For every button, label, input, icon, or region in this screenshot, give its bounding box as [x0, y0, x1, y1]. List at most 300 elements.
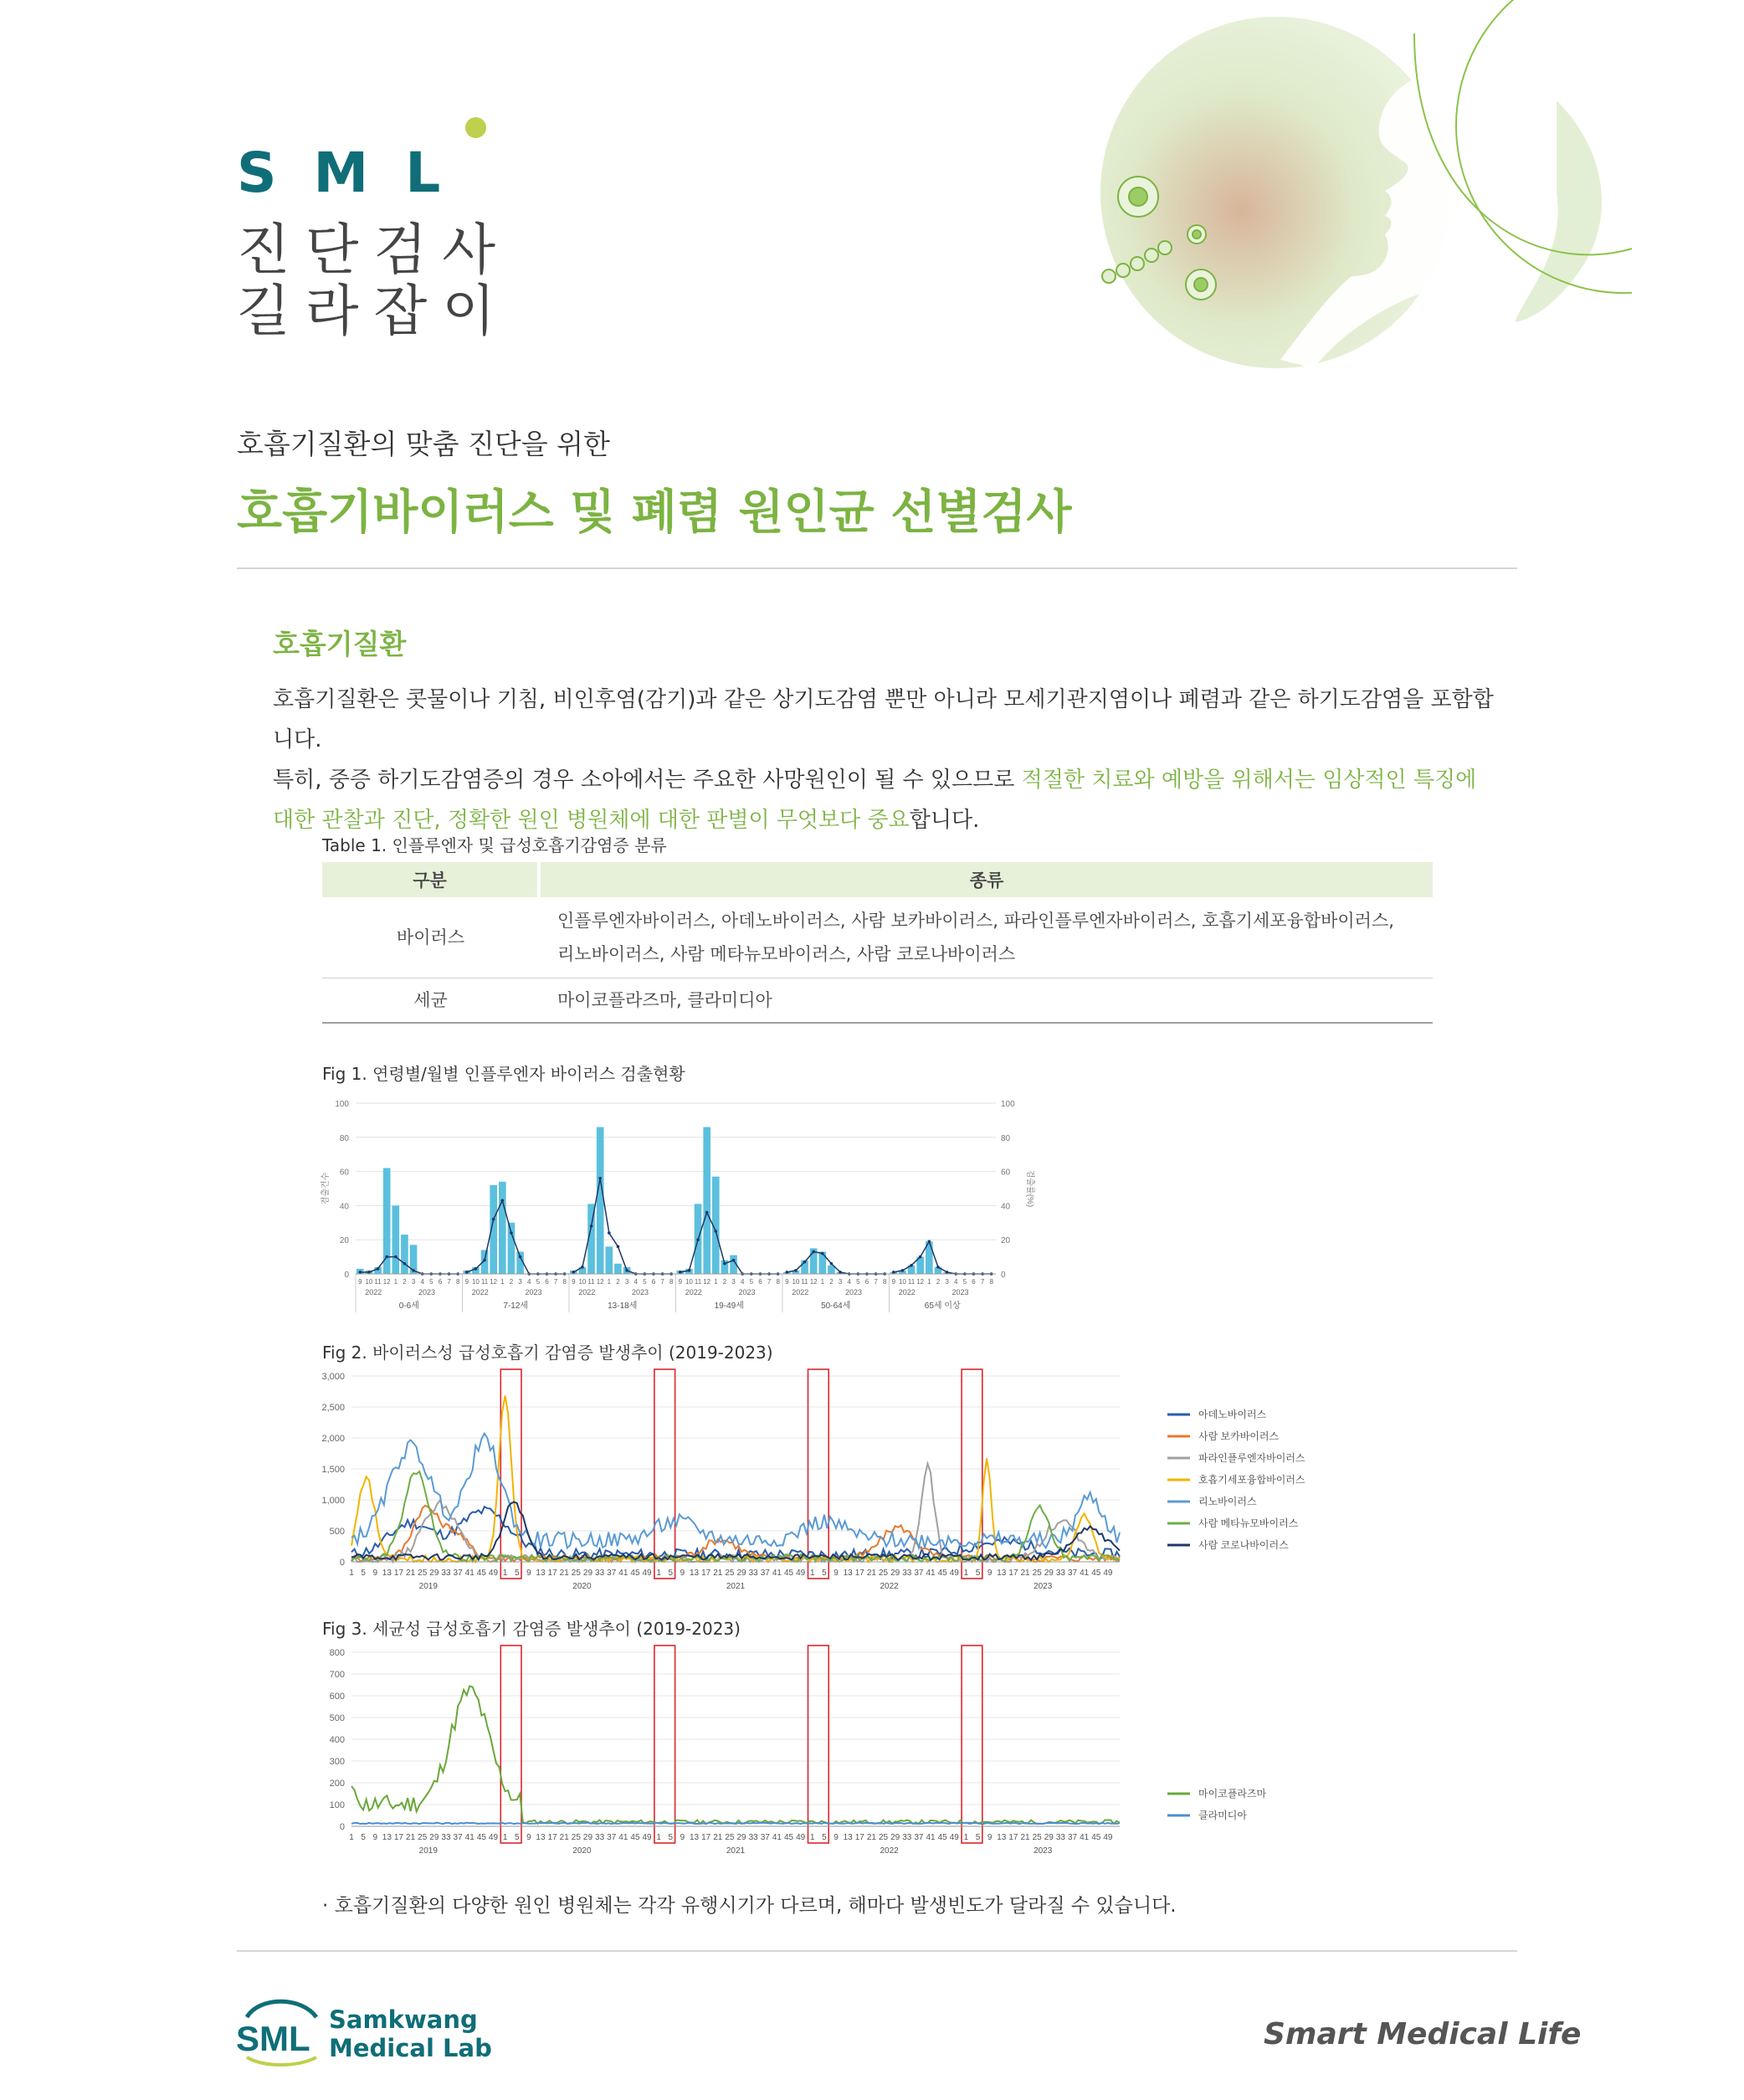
week-tick: 17	[854, 1833, 864, 1842]
month-tick: 4	[420, 1278, 424, 1286]
week-tick: 13	[690, 1833, 700, 1842]
highlight-box	[654, 1369, 675, 1579]
table-cell-types	[539, 897, 1433, 978]
week-tick: 33	[1055, 1833, 1065, 1842]
highlight-box	[500, 1646, 521, 1843]
week-tick: 17	[547, 1833, 557, 1842]
week-tick: 37	[607, 1569, 617, 1578]
rate-point	[732, 1259, 736, 1262]
brand-dot	[465, 117, 486, 138]
rate-point	[492, 1218, 495, 1221]
month-tick: 2	[936, 1278, 941, 1286]
table-header-types: 종류	[539, 862, 1433, 897]
month-tick: 6	[972, 1278, 976, 1286]
month-tick: 9	[785, 1278, 789, 1286]
week-tick: 13	[690, 1569, 700, 1578]
y-tick-label: 1,500	[321, 1465, 345, 1475]
legend-label: 사람 보카바이러스	[1198, 1430, 1280, 1442]
month-tick: 11	[587, 1278, 595, 1286]
legend-label: 아데노바이러스	[1198, 1409, 1267, 1420]
week-tick: 45	[476, 1833, 486, 1842]
month-tick: 5	[962, 1278, 967, 1286]
rate-point	[474, 1267, 478, 1271]
rate-point	[367, 1271, 371, 1274]
week-tick: 9	[987, 1833, 993, 1842]
year-label: 2023	[1034, 1582, 1053, 1591]
legend-label: 클라미디아	[1198, 1810, 1247, 1821]
week-tick: 25	[1032, 1833, 1042, 1842]
month-tick: 11	[801, 1278, 808, 1286]
month-tick: 10	[792, 1278, 800, 1286]
month-tick: 2	[829, 1278, 834, 1286]
year-label: 2020	[572, 1846, 592, 1856]
rate-point	[483, 1259, 486, 1262]
week-tick: 33	[441, 1569, 451, 1578]
brand-line-1: 진단검사	[237, 218, 511, 282]
week-tick: 29	[1044, 1569, 1054, 1578]
divider	[237, 1950, 1517, 1952]
table-cell-category: 세균	[322, 978, 539, 1024]
age-group-label: 0-6세	[398, 1302, 419, 1311]
week-tick: 21	[406, 1569, 416, 1578]
week-tick: 33	[1055, 1569, 1065, 1578]
y-tick-label: 700	[329, 1670, 345, 1680]
month-tick: 12	[809, 1278, 818, 1286]
age-group-label: 50-64세	[821, 1302, 851, 1311]
types-line-2: 리노바이러스, 사람 메타뉴모바이러스, 사람 코로나바이러스	[557, 944, 1016, 964]
month-tick: 12	[382, 1278, 391, 1286]
year-label: 2019	[418, 1582, 438, 1591]
bar	[392, 1205, 400, 1274]
rate-point	[936, 1266, 940, 1269]
week-tick: 1	[349, 1833, 354, 1842]
y-tick-label: 60	[339, 1168, 349, 1178]
week-tick: 1	[963, 1833, 969, 1842]
divider	[237, 567, 1517, 569]
tagline: Smart Medical Life	[1264, 2017, 1582, 2051]
month-tick: 6	[758, 1278, 762, 1286]
year-label: 2023	[952, 1288, 969, 1296]
week-tick: 1	[963, 1569, 969, 1578]
month-tick: 8	[989, 1278, 993, 1286]
week-tick: 5	[668, 1833, 674, 1842]
week-tick: 13	[997, 1833, 1007, 1842]
y2-tick-label: 0	[1001, 1271, 1006, 1280]
week-tick: 13	[843, 1569, 853, 1578]
legend-label: 파라인플루엔자바이러스	[1198, 1452, 1305, 1464]
legend-label: 마이코플라즈마	[1198, 1788, 1267, 1800]
week-tick: 29	[1044, 1833, 1054, 1842]
week-tick: 21	[713, 1569, 723, 1578]
week-tick: 21	[559, 1569, 569, 1578]
rate-point	[679, 1271, 682, 1274]
rate-point	[394, 1255, 398, 1259]
rate-point	[830, 1262, 834, 1266]
bar	[499, 1182, 506, 1274]
rate-point	[705, 1211, 709, 1214]
week-tick: 41	[1080, 1569, 1090, 1578]
week-tick: 45	[1091, 1569, 1101, 1578]
week-tick: 45	[937, 1569, 947, 1578]
week-tick: 37	[760, 1833, 770, 1842]
month-tick: 6	[438, 1278, 443, 1286]
classification-table	[322, 862, 1433, 1024]
week-tick: 25	[1032, 1569, 1042, 1578]
company-line-1: Samkwang	[329, 2005, 478, 2034]
rate-point	[715, 1230, 718, 1233]
week-tick: 13	[382, 1833, 392, 1842]
bar	[819, 1251, 827, 1274]
week-tick: 29	[582, 1833, 593, 1842]
week-tick: 37	[914, 1569, 924, 1578]
rate-point	[786, 1271, 789, 1274]
month-tick: 3	[411, 1278, 416, 1286]
rate-point	[803, 1261, 807, 1264]
week-tick: 21	[713, 1833, 723, 1842]
y2-tick-label: 60	[1001, 1168, 1011, 1178]
week-tick: 5	[975, 1833, 981, 1842]
month-tick: 7	[553, 1278, 558, 1286]
series-line	[351, 1687, 1120, 1825]
month-tick: 9	[464, 1278, 469, 1286]
y-tick-label: 0	[344, 1271, 349, 1280]
respiratory-illustration	[1063, 0, 1632, 377]
week-tick: 5	[668, 1569, 674, 1578]
week-tick: 41	[1080, 1833, 1090, 1842]
week-tick: 29	[429, 1833, 439, 1842]
month-tick: 5	[536, 1278, 541, 1286]
y-tick-label: 500	[329, 1713, 345, 1723]
week-tick: 33	[748, 1833, 758, 1842]
y-tick-label: 500	[329, 1527, 345, 1537]
rate-point	[590, 1225, 593, 1228]
month-tick: 7	[660, 1278, 664, 1286]
month-tick: 11	[480, 1278, 489, 1286]
highlight-box	[808, 1369, 829, 1579]
month-tick: 8	[562, 1278, 567, 1286]
month-tick: 4	[953, 1278, 958, 1286]
page-title: 호흡기바이러스 및 폐렴 원인균 선별검사	[237, 485, 1072, 540]
month-tick: 3	[518, 1278, 522, 1286]
month-tick: 8	[776, 1278, 780, 1286]
month-tick: 11	[374, 1278, 382, 1286]
week-tick: 37	[607, 1833, 617, 1842]
week-tick: 5	[975, 1569, 981, 1578]
legend-label: 사람 코로나바이러스	[1198, 1539, 1289, 1551]
week-tick: 45	[630, 1833, 640, 1842]
y-tick-label: 100	[329, 1800, 345, 1810]
y-tick-label: 80	[339, 1133, 349, 1143]
week-tick: 9	[526, 1833, 531, 1842]
week-tick: 5	[822, 1569, 827, 1578]
year-label: 2019	[418, 1846, 438, 1856]
week-tick: 37	[1067, 1833, 1078, 1842]
rate-point	[581, 1266, 584, 1269]
week-tick: 25	[725, 1569, 735, 1578]
bar	[401, 1235, 408, 1274]
rate-point	[510, 1231, 513, 1235]
y-tick-label: 0	[339, 1822, 345, 1832]
highlight-box	[808, 1646, 829, 1843]
rate-point	[608, 1231, 611, 1235]
rate-point	[403, 1262, 407, 1266]
rate-point	[625, 1269, 628, 1272]
bar	[606, 1246, 613, 1274]
week-tick: 37	[453, 1569, 463, 1578]
rate-point	[919, 1255, 922, 1259]
week-tick: 45	[937, 1833, 947, 1842]
week-tick: 9	[372, 1569, 378, 1578]
table-row	[322, 897, 1433, 978]
week-tick: 1	[656, 1833, 661, 1842]
month-tick: 1	[607, 1278, 612, 1286]
paragraph-line-2	[273, 760, 1495, 840]
week-tick: 33	[595, 1833, 605, 1842]
week-tick: 5	[514, 1833, 520, 1842]
year-label: 2022	[792, 1288, 809, 1296]
rate-point	[385, 1255, 388, 1259]
week-tick: 29	[890, 1569, 900, 1578]
week-tick: 41	[772, 1833, 782, 1842]
highlight-box	[654, 1646, 675, 1843]
y-axis-label: 검출건수	[321, 1172, 331, 1205]
month-tick: 8	[882, 1278, 887, 1286]
fig1-chart	[318, 1088, 1038, 1331]
rate-point	[519, 1255, 522, 1259]
week-tick: 13	[997, 1569, 1007, 1578]
fig3-chart	[310, 1640, 1590, 1883]
bar	[703, 1127, 710, 1274]
week-tick: 45	[783, 1833, 794, 1842]
paragraph-highlight: 적절한 치료와 예방을 위해서는 임상적인 특징에 대한 관찰과 진단, 정확한 원인 병원체에 대한 판별이 무엇보다 중요	[273, 768, 1477, 833]
week-tick: 49	[1103, 1833, 1113, 1842]
week-tick: 33	[595, 1569, 605, 1578]
week-tick: 9	[680, 1833, 685, 1842]
bar	[597, 1127, 604, 1274]
year-label: 2023	[525, 1288, 542, 1296]
week-tick: 41	[464, 1833, 474, 1842]
rate-point	[501, 1199, 505, 1202]
week-tick: 21	[866, 1569, 876, 1578]
fig2-chart	[310, 1364, 1590, 1615]
age-group-label: 7-12세	[503, 1302, 529, 1311]
legend-label: 사람 메타뉴모바이러스	[1198, 1517, 1299, 1529]
week-tick: 45	[476, 1569, 486, 1578]
page-subtitle: 호흡기질환의 맞춤 진단을 위한	[237, 428, 610, 460]
week-tick: 17	[393, 1569, 404, 1578]
week-tick: 25	[418, 1569, 428, 1578]
svg-text:SML: SML	[236, 2019, 310, 2058]
month-tick: 4	[740, 1278, 745, 1286]
month-tick: 10	[365, 1278, 373, 1286]
week-tick: 1	[656, 1569, 661, 1578]
week-tick: 29	[736, 1569, 746, 1578]
month-tick: 12	[596, 1278, 604, 1286]
year-label: 2022	[880, 1846, 899, 1856]
series-line	[351, 1507, 1120, 1560]
week-tick: 49	[796, 1833, 806, 1842]
week-tick: 13	[382, 1569, 392, 1578]
week-tick: 41	[772, 1569, 782, 1578]
week-tick: 25	[878, 1833, 889, 1842]
month-tick: 12	[490, 1278, 498, 1286]
y-tick-label: 600	[329, 1692, 345, 1702]
month-tick: 3	[731, 1278, 736, 1286]
month-tick: 7	[447, 1278, 451, 1286]
month-tick: 5	[643, 1278, 647, 1286]
week-tick: 49	[642, 1833, 652, 1842]
week-tick: 25	[571, 1569, 581, 1578]
month-tick: 6	[545, 1278, 549, 1286]
week-tick: 33	[748, 1569, 758, 1578]
sml-logo	[234, 1992, 326, 2067]
y2-tick-label: 80	[1001, 1133, 1011, 1143]
month-tick: 5	[429, 1278, 433, 1286]
week-tick: 49	[1103, 1569, 1113, 1578]
y2-tick-label: 100	[1001, 1100, 1015, 1109]
brand-letters: SML	[237, 141, 478, 205]
week-tick: 21	[406, 1833, 416, 1842]
month-tick: 9	[891, 1278, 896, 1286]
week-tick: 29	[582, 1569, 593, 1578]
company-name	[329, 2005, 492, 2062]
week-tick: 5	[822, 1833, 827, 1842]
rate-point	[821, 1252, 824, 1255]
month-tick: 9	[358, 1278, 362, 1286]
highlight-box	[962, 1646, 982, 1843]
week-tick: 17	[701, 1833, 711, 1842]
bar	[614, 1264, 622, 1274]
month-tick: 12	[916, 1278, 925, 1286]
year-label: 2022	[471, 1288, 489, 1296]
y-tick-label: 200	[329, 1779, 345, 1789]
legend-label: 리노바이러스	[1198, 1496, 1257, 1507]
paragraph-text: 특히, 중증 하기도감염증의 경우 소아에서는 주요한 사망원인이 될 수 있으므로	[273, 768, 1022, 793]
company-line-2: Medical Lab	[329, 2034, 492, 2062]
week-tick: 37	[914, 1833, 924, 1842]
month-tick: 4	[847, 1278, 851, 1286]
year-label: 2023	[844, 1288, 863, 1296]
month-tick: 1	[820, 1278, 825, 1286]
week-tick: 25	[878, 1569, 889, 1578]
week-tick: 21	[1020, 1569, 1030, 1578]
week-tick: 41	[618, 1833, 628, 1842]
y-tick-label: 400	[329, 1735, 345, 1745]
y-tick-label: 300	[329, 1757, 345, 1767]
week-tick: 25	[725, 1833, 735, 1842]
month-tick: 12	[703, 1278, 711, 1286]
year-label: 2022	[898, 1288, 916, 1296]
rate-point	[812, 1250, 815, 1254]
month-tick: 7	[980, 1278, 985, 1286]
table-header-category: 구분	[322, 862, 539, 897]
week-tick: 29	[890, 1833, 900, 1842]
rate-point	[839, 1271, 842, 1274]
table-caption: Table 1. 인플루엔자 및 급성호흡기감염증 분류	[322, 835, 667, 855]
y-tick-label: 20	[339, 1236, 349, 1246]
age-group-label: 19-49세	[714, 1302, 744, 1311]
y2-axis-label: 검출률(%)	[1025, 1169, 1034, 1208]
y-tick-label: 0	[339, 1558, 345, 1568]
week-tick: 9	[987, 1569, 993, 1578]
week-tick: 45	[783, 1569, 794, 1578]
week-tick: 9	[372, 1833, 378, 1842]
year-label: 2020	[572, 1582, 592, 1591]
month-tick: 5	[749, 1278, 754, 1286]
week-tick: 29	[736, 1833, 746, 1842]
week-tick: 9	[834, 1569, 839, 1578]
month-tick: 5	[856, 1278, 860, 1286]
rate-point	[794, 1269, 798, 1272]
week-tick: 17	[701, 1569, 711, 1578]
rate-point	[723, 1262, 726, 1266]
age-group-label: 65세 이상	[924, 1302, 961, 1311]
rate-point	[359, 1271, 362, 1274]
week-tick: 25	[418, 1833, 428, 1842]
month-tick: 7	[767, 1278, 772, 1286]
week-tick: 5	[361, 1569, 366, 1578]
rate-point	[377, 1267, 380, 1271]
month-tick: 11	[907, 1278, 916, 1286]
week-tick: 5	[361, 1833, 366, 1842]
week-tick: 1	[810, 1569, 815, 1578]
month-tick: 2	[722, 1278, 727, 1286]
year-label: 2021	[726, 1846, 746, 1856]
month-tick: 6	[651, 1278, 656, 1286]
week-tick: 49	[796, 1569, 806, 1578]
year-label: 2023	[738, 1288, 756, 1296]
week-tick: 49	[642, 1569, 652, 1578]
week-tick: 21	[1020, 1833, 1030, 1842]
y2-tick-label: 20	[1001, 1236, 1011, 1246]
week-tick: 41	[926, 1569, 936, 1578]
rate-point	[696, 1238, 700, 1241]
month-tick: 10	[898, 1278, 906, 1286]
week-tick: 13	[843, 1833, 853, 1842]
week-tick: 1	[502, 1833, 508, 1842]
bar	[508, 1223, 516, 1274]
month-tick: 1	[500, 1278, 505, 1286]
month-tick: 10	[578, 1278, 587, 1286]
week-tick: 13	[536, 1569, 546, 1578]
week-tick: 21	[866, 1833, 876, 1842]
brand-line-2: 길라잡이	[237, 279, 511, 343]
year-label: 2023	[418, 1288, 436, 1296]
week-tick: 25	[571, 1833, 581, 1842]
year-label: 2022	[578, 1288, 596, 1296]
week-tick: 49	[488, 1833, 499, 1842]
y-tick-label: 800	[329, 1648, 345, 1658]
rate-point	[688, 1269, 691, 1272]
month-tick: 11	[694, 1278, 702, 1286]
fig3-caption: Fig 3. 세균성 급성호흡기 감염증 발생추이 (2019-2023)	[322, 1619, 741, 1639]
y-tick-label: 40	[339, 1202, 349, 1212]
rate-point	[598, 1177, 602, 1180]
legend-label: 호흡기세포융합바이러스	[1198, 1474, 1305, 1486]
month-tick: 3	[838, 1278, 843, 1286]
week-tick: 41	[464, 1569, 474, 1578]
week-tick: 9	[680, 1569, 685, 1578]
week-tick: 29	[429, 1569, 439, 1578]
week-tick: 45	[1091, 1833, 1101, 1842]
footnote: · 호흡기질환의 다양한 원인 병원체는 각각 유행시기가 다르며, 해마다 발생빈도가 달라질 수 있습니다.	[322, 1895, 1177, 1917]
table-cell-category: 바이러스	[322, 897, 539, 978]
section-paragraph	[273, 680, 1495, 840]
month-tick: 8	[669, 1278, 674, 1286]
y-tick-label: 3,000	[321, 1372, 345, 1382]
week-tick: 49	[949, 1569, 959, 1578]
month-tick: 3	[945, 1278, 949, 1286]
